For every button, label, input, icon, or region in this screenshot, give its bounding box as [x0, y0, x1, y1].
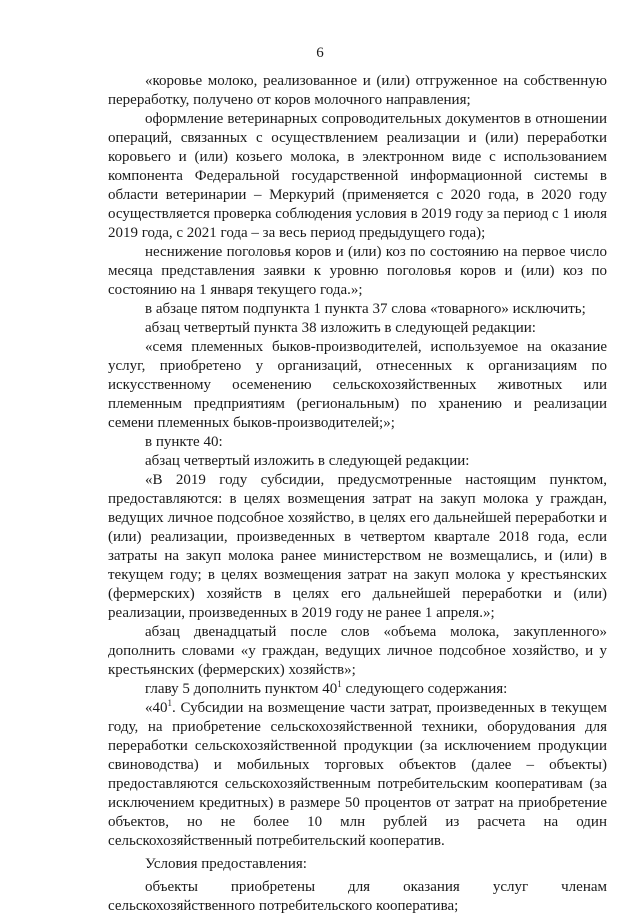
- chapter-add-superscript: 1: [337, 679, 342, 689]
- paragraph-objects-acquired: объекты приобретены для оказания услуг членам сельскохозяйственного потребительского кооператива;: [108, 879, 607, 914]
- paragraph-livestock-count: неснижение поголовья коров и (или) коз по состоянию на первое число месяца представления заявки к уровню поголовья коров и (или) коз по состоянию на 1 января текущего года.»;: [108, 244, 607, 298]
- point-40-1-number: «40: [145, 700, 168, 716]
- paragraph-vet-documents: оформление ветеринарных сопроводительных документов в отношении операций, связанных с осуществлением реализации и (или) переработки коровьего и (или) козьего молока, в электронном виде с использованием компонента Федеральной государственной информационной системы в области ветеринарии – Меркурий (применяется с 2020 года, в 2020 году осуществляется проверка соблюдения условия в 2019 году за период с 1 июля 2019 года, с 2021 года – за весь период предыдущего года);: [108, 111, 607, 241]
- point-40-1-text: . Субсидии на возмещение части затрат, произведенных в текущем году, на приобретение сельскохозяйственной техники, оборудования для переработки сельскохозяйственной продукции (за исключением продукции свиноводства) и мобильных торговых объектов (далее – объекты) предоставляются сельскохозяйственным потребительским кооперативам (за исключением кредитных) в размере 50 процентов от затрат на приобретение объектов, но не более 10 млн рублей из расчета на один сельскохозяйственный потребительский кооператив.: [108, 700, 607, 849]
- chapter-add-text-end: следующего содержания:: [341, 681, 508, 697]
- conditions-heading: Условия предоставления:: [145, 856, 307, 872]
- paragraph-bull-semen: «семя племенных быков-производителей, используемое на оказание услуг, приобретено у организаций, отнесенных к организациям по искусственному осеменению сельскохозяйственных животных или племенным предприятиям (региональным) по хранению и реализации семени племенных быков-производителей;»;: [108, 339, 607, 431]
- page-number: 6: [316, 45, 324, 61]
- paragraph-point-37-amend: в абзаце пятом подпункта 1 пункта 37 слова «товарного» исключить;: [145, 301, 586, 317]
- paragraph-point-40: в пункте 40:: [145, 434, 223, 450]
- paragraph-point-38-amend: абзац четвертый пункта 38 изложить в следующей редакции:: [145, 320, 536, 336]
- paragraph-point-40-1: [108, 699, 607, 851]
- point-40-1-superscript: 1: [167, 698, 172, 708]
- paragraph-twelfth-abzac: абзац двенадцатый после слов «объема молока, закупленного» дополнить словами «у граждан, ведущих личное подсобное хозяйство, и у крестьянских (фермерских) хозяйств»;: [108, 624, 607, 678]
- paragraph-fourth-abzac: абзац четвертый изложить в следующей редакции:: [145, 453, 470, 469]
- document-body: [108, 72, 607, 916]
- paragraph-chapter-5-add: [108, 680, 607, 699]
- chapter-add-text: главу 5 дополнить пунктом 40: [145, 681, 338, 697]
- paragraph-subsidies-2019: «В 2019 году субсидии, предусмотренные настоящим пунктом, предоставляются: в целях возмещения затрат на закуп молока у граждан, ведущих личное подсобное хозяйство, в целях его дальнейшей переработки и (или) реализации, произведенных в четвертом квартале 2018 года, если затраты на закуп молока ранее министерством не возмещались, и (или) в текущем году; в целях возмещения затрат на закуп молока у крестьянских (фермерских) хозяйств в целях его дальнейшей переработки и (или) реализации, произведенных в 2019 году не ранее 1 апреля.»;: [108, 472, 607, 621]
- paragraph-milk-origin: «коровье молоко, реализованное и (или) отгруженное на собственную переработку, получено от коров молочного направления;: [108, 73, 607, 108]
